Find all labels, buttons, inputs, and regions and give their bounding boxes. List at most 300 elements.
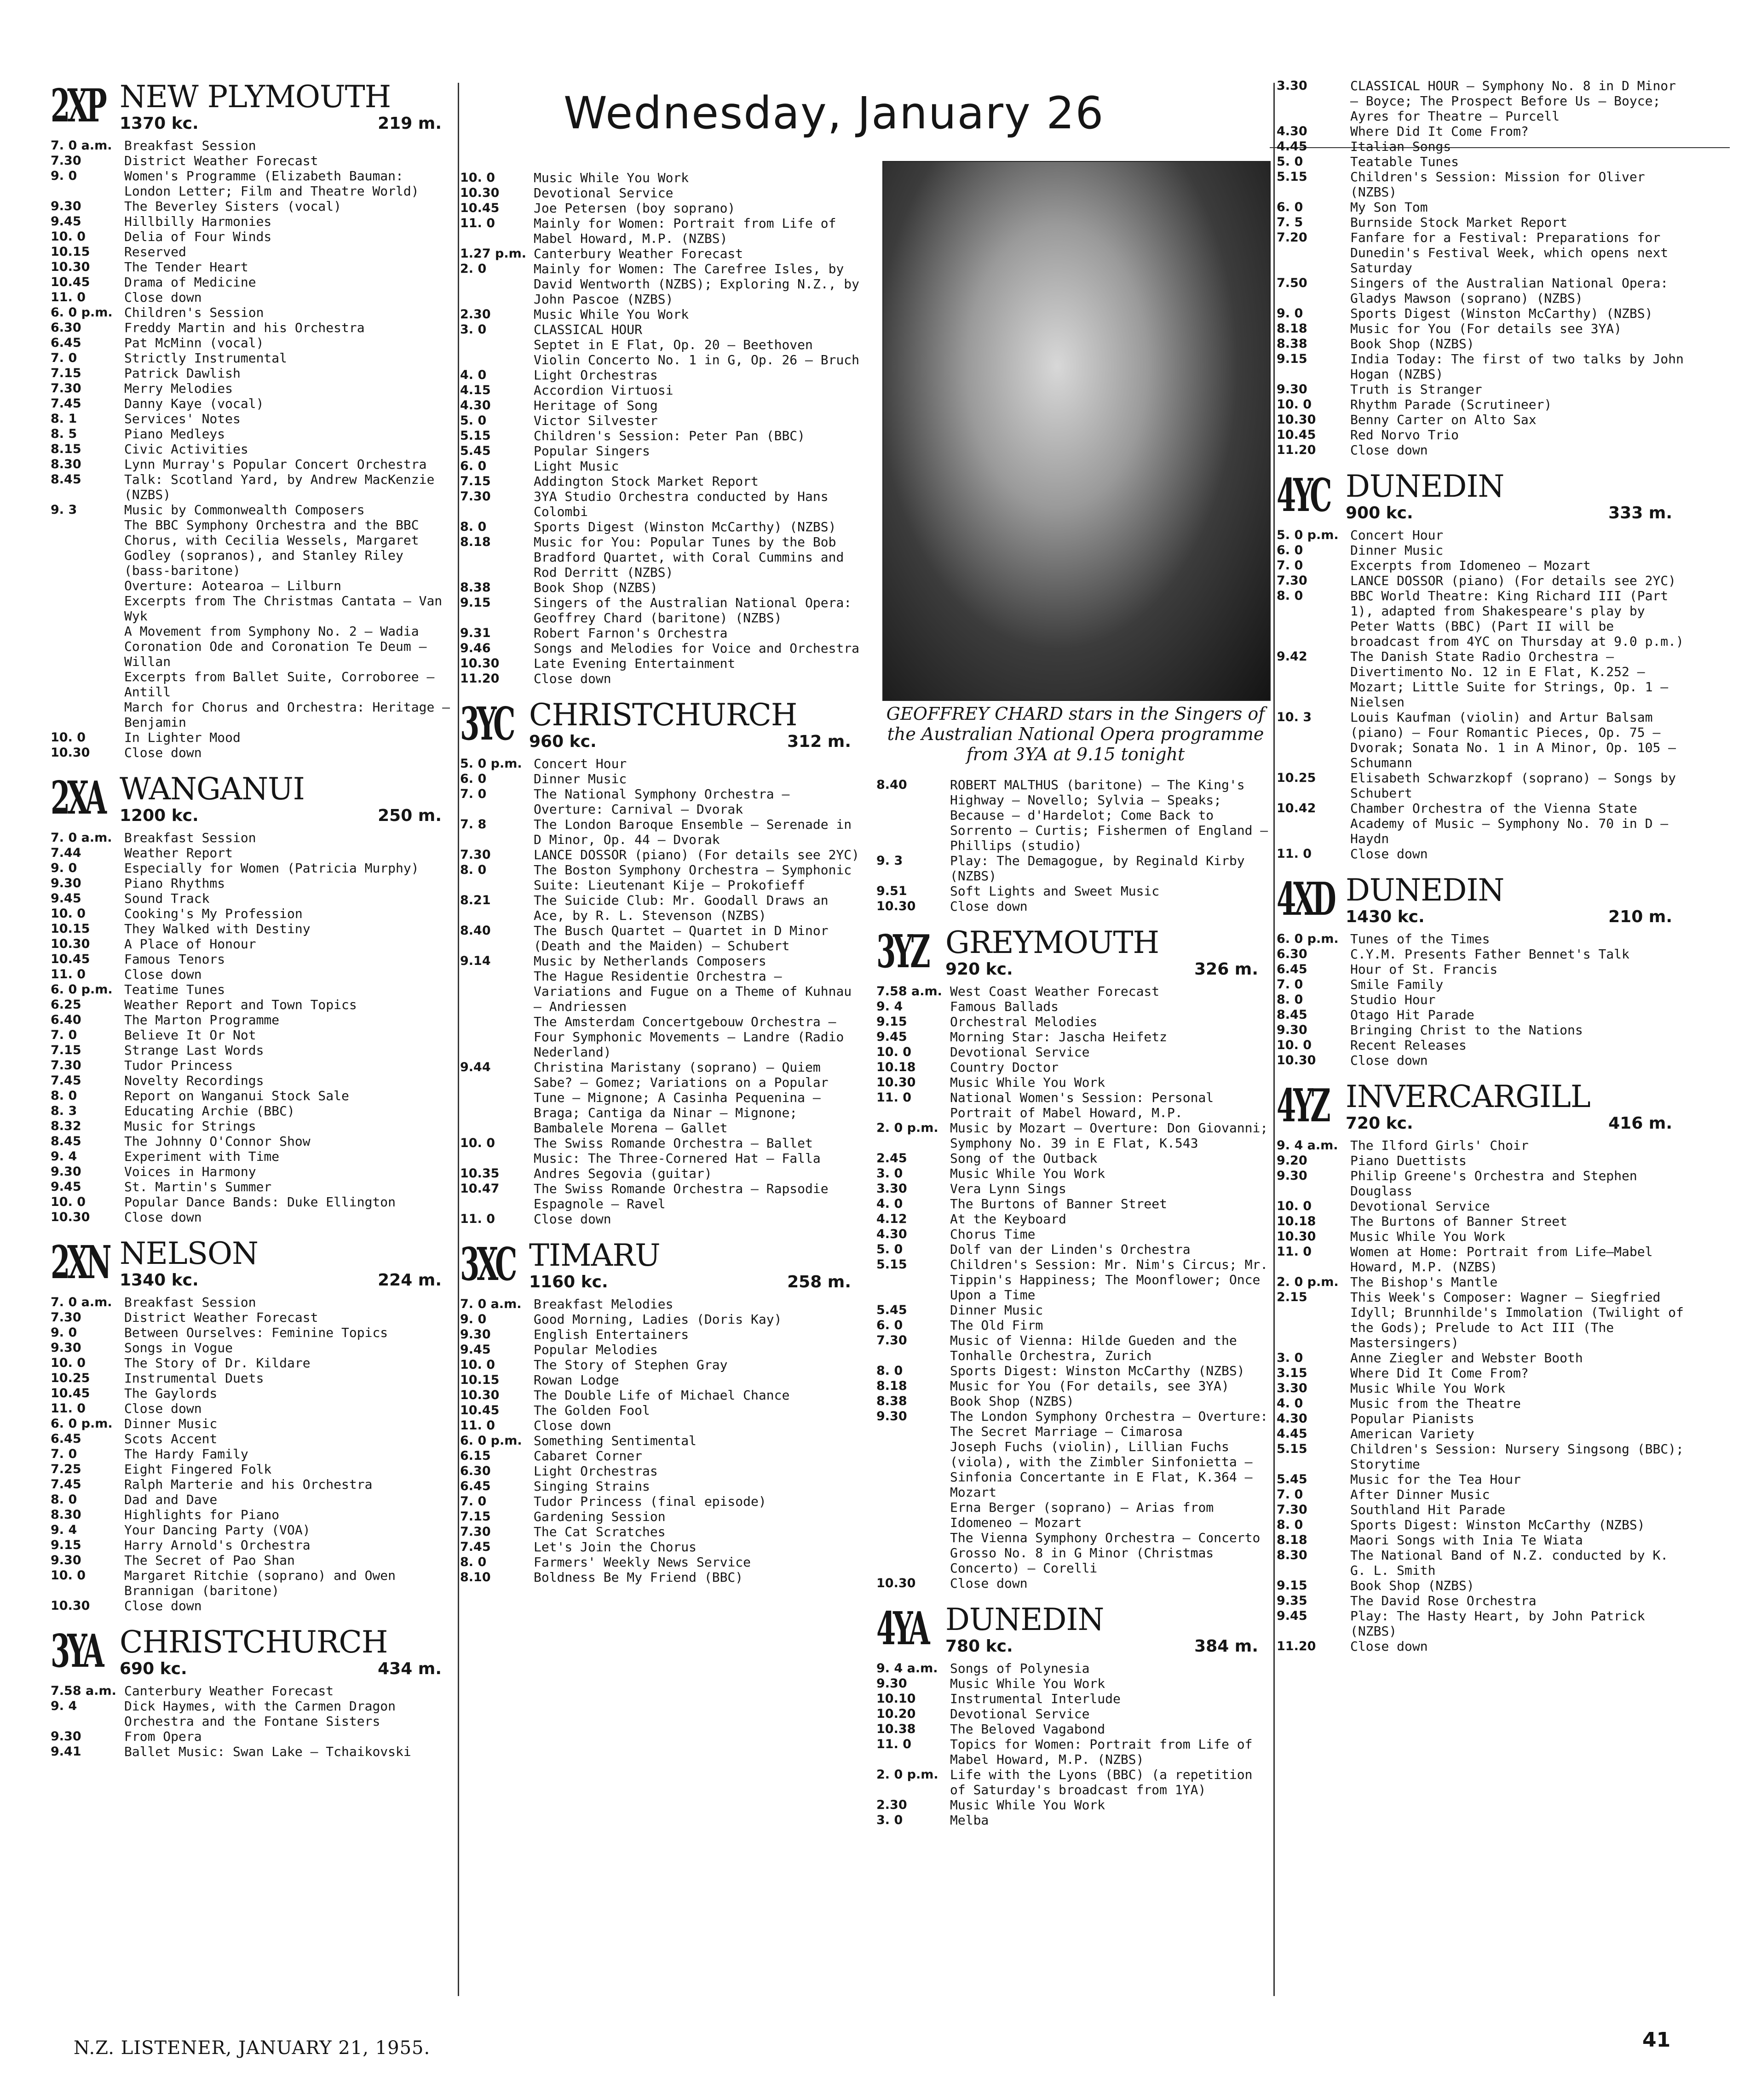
- programme-row: [51, 1462, 455, 1477]
- programme-row: [876, 1318, 1272, 1333]
- programme-time: 8. 0: [876, 1364, 903, 1378]
- station-header: [1277, 1078, 1686, 1133]
- programme-row: [1277, 1229, 1686, 1244]
- programme-row: [51, 1012, 455, 1027]
- programme-row: [51, 1027, 455, 1043]
- column-2: [460, 170, 865, 1964]
- programme-row: [1277, 78, 1686, 124]
- programme-title: Close down: [124, 1401, 202, 1416]
- programme-title: Novelty Recordings: [124, 1073, 264, 1088]
- programme-row: [460, 246, 865, 261]
- programme-title: Sports Digest (Winston McCarthy) (NZBS): [534, 519, 836, 534]
- programme-time: 6.45: [460, 1479, 491, 1493]
- programme-time: 9.35: [1277, 1594, 1307, 1608]
- page-number: 41: [1642, 2028, 1671, 2052]
- programme-title: American Variety: [1350, 1426, 1474, 1441]
- station-block: [460, 696, 865, 1227]
- programme-title: Topics for Women: Portrait from Life of Mabel Howard, M.P. (NZBS): [950, 1737, 1253, 1767]
- programme-title: Dinner Music: [124, 1416, 218, 1431]
- programme-title: National Women's Session: Personal Portrait of Mabel Howard, M.P.: [950, 1090, 1214, 1120]
- programme-time: 8.18: [1277, 1533, 1307, 1547]
- programme-title: Tudor Princess: [124, 1058, 233, 1073]
- programme-title: Mainly for Women: The Carefree Isles, by David Wentworth (NZBS); Exploring N.Z., by John Pascoe (NZBS): [534, 261, 860, 307]
- programme-time: 2.15: [1277, 1290, 1307, 1304]
- programme-time: 7.50: [1277, 276, 1307, 290]
- programme-row: [51, 457, 455, 472]
- programme-time: 9.45: [460, 1343, 491, 1357]
- programme-title: C.Y.M. Presents Father Bennet's Talk: [1350, 947, 1629, 962]
- programme-time: 5.15: [1277, 170, 1307, 184]
- programme-time: 4.30: [876, 1227, 907, 1241]
- programme-title: The Secret of Pao Shan: [124, 1553, 295, 1568]
- programme-row: [51, 997, 455, 1012]
- station-block: [876, 924, 1272, 1591]
- programme-row: [876, 1797, 1272, 1813]
- station-wavelength: 210 m.: [1608, 907, 1672, 926]
- programme-row: [1277, 1639, 1686, 1654]
- station-frequency: 720 kc.: [1346, 1114, 1413, 1133]
- programme-row: [51, 1310, 455, 1325]
- station-header: [1277, 872, 1686, 927]
- programme-time: 6.30: [1277, 947, 1307, 961]
- programme-time: 9. 3: [876, 854, 903, 868]
- programme-title: Dinner Music: [534, 771, 627, 786]
- programme-title: Close down: [124, 1598, 202, 1613]
- station-block: [1277, 872, 1686, 1068]
- programme-row: [51, 366, 455, 381]
- programme-title: Sound Track: [124, 891, 210, 906]
- programme-time: 7.58 a.m.: [51, 1684, 116, 1698]
- programme-time: 10. 0: [51, 1356, 86, 1370]
- programme-row: [460, 1555, 865, 1570]
- programme-time: 9.30: [1277, 382, 1307, 396]
- programme-time: 8.30: [51, 1508, 81, 1522]
- programme-title: Children's Session: [124, 305, 264, 320]
- programme-title: The London Symphony Orchestra — Overture: The Secret Marriage — Cimarosa: [950, 1409, 1268, 1439]
- programme-title: Harry Arnold's Orchestra: [124, 1538, 311, 1553]
- programme-title: District Weather Forecast: [124, 153, 318, 168]
- station-block: [51, 78, 455, 760]
- programme-title: Singers of the Australian National Opera: Geoffrey Chard (baritone) (NZBS): [534, 595, 852, 625]
- programme-time: 9. 0: [460, 1312, 487, 1326]
- programme-time: 10. 0: [51, 907, 86, 921]
- programme-row: [460, 1342, 865, 1357]
- programme-title: Singers of the Australian National Opera: Gladys Mawson (soprano) (NZBS): [1350, 275, 1669, 306]
- programme-title: The Beloved Vagabond: [950, 1721, 1105, 1737]
- programme-title: Voices in Harmony: [124, 1164, 256, 1179]
- programme-title: LANCE DOSSOR (piano) (For details see 2YC): [1350, 573, 1676, 588]
- programme-title: Excerpts from Idomeneo — Mozart: [1350, 558, 1591, 573]
- programme-time: 6.15: [460, 1449, 491, 1463]
- programme-title: Breakfast Session: [124, 830, 256, 845]
- programme-time: 10.45: [460, 1403, 500, 1417]
- programme-time: 9. 0: [51, 861, 77, 875]
- programme-row: [460, 625, 865, 641]
- programme-row: [51, 199, 455, 214]
- programme-row: [1277, 1168, 1686, 1199]
- programme-time: 6.30: [460, 1464, 491, 1478]
- programme-time: 5. 0 p.m.: [460, 757, 522, 771]
- programme-row: [876, 1060, 1272, 1075]
- programme-time: 10.30: [460, 1388, 500, 1402]
- programme-row: [1277, 1290, 1686, 1350]
- programme-row: [460, 817, 865, 847]
- station-header: [51, 78, 455, 133]
- programme-title: Close down: [124, 290, 202, 305]
- programme-row: [51, 745, 455, 760]
- programme-row: [51, 936, 455, 952]
- column-1: [51, 78, 455, 2010]
- programme-row: [51, 730, 455, 745]
- programme-title: Weather Report and Town Topics: [124, 997, 357, 1012]
- programme-time: 1.27 p.m.: [460, 247, 526, 261]
- programme-time: 10. 3: [1277, 710, 1312, 724]
- programme-time: 7.45: [51, 1477, 81, 1492]
- programme-row: [460, 1570, 865, 1585]
- programme-title: Dinner Music: [1350, 543, 1444, 558]
- programme-time: 2. 0 p.m.: [876, 1767, 938, 1782]
- station-code: 4YC: [1277, 469, 1330, 522]
- programme-row: [876, 1409, 1272, 1439]
- programme-row: [1277, 977, 1686, 992]
- programme-row: [1277, 1007, 1686, 1022]
- station-continuation: [460, 170, 865, 686]
- programme-time: 6.30: [51, 321, 81, 335]
- programme-row: [51, 1446, 455, 1462]
- station-code: 4XD: [1277, 873, 1334, 926]
- page-headline: Wednesday, January 26: [564, 87, 1105, 139]
- programme-time: 6.45: [51, 336, 81, 350]
- programme-time: 10. 0: [51, 1568, 86, 1583]
- programme-title: Music While You Work: [534, 170, 689, 185]
- programme-title: Close down: [124, 967, 202, 982]
- programme-row: [51, 1492, 455, 1507]
- programme-row: [876, 1813, 1272, 1828]
- station-wavelength: 224 m.: [378, 1271, 442, 1290]
- programme-title: Dad and Dave: [124, 1492, 218, 1507]
- programme-row: [1277, 1426, 1686, 1441]
- programme-time: 6. 0 p.m.: [51, 305, 113, 320]
- programme-time: [876, 1500, 950, 1530]
- programme-time: 7.45: [460, 1540, 491, 1554]
- programme-time: 7.58 a.m.: [876, 984, 942, 998]
- programme-time: 7.30: [1277, 574, 1307, 588]
- station-header: [51, 1624, 455, 1679]
- station-wavelength: 258 m.: [787, 1273, 851, 1291]
- programme-row: [1277, 1411, 1686, 1426]
- programme-time: [51, 669, 124, 700]
- programme-row: [51, 350, 455, 366]
- programme-time: 5. 0 p.m.: [1277, 528, 1339, 542]
- programme-title: The Double Life of Michael Chance: [534, 1388, 790, 1403]
- programme-time: 11. 0: [876, 1737, 912, 1751]
- programme-title: Music for the Tea Hour: [1350, 1472, 1521, 1487]
- programme-time: 9.15: [1277, 352, 1307, 366]
- programme-title: Close down: [124, 745, 202, 760]
- programme-row: [51, 1194, 455, 1210]
- programme-row: [51, 639, 455, 669]
- programme-time: 9.30: [876, 1676, 907, 1691]
- programme-time: 4.30: [1277, 124, 1307, 138]
- programme-time: 9.20: [1277, 1153, 1307, 1168]
- programme-title: Strictly Instrumental: [124, 350, 288, 366]
- programme-row: [1277, 124, 1686, 139]
- programme-title: Farmers' Weekly News Service: [534, 1555, 751, 1570]
- programme-row: [1277, 306, 1686, 321]
- programme-row: [876, 1767, 1272, 1797]
- programme-title: Erna Berger (soprano) — Arias from Idomeneo — Mozart: [950, 1500, 1214, 1530]
- programme-row: [460, 580, 865, 595]
- programme-time: 9. 4 a.m.: [876, 1661, 938, 1675]
- station-city: NEW PLYMOUTH: [120, 79, 391, 115]
- programme-row: [460, 1448, 865, 1463]
- station-wavelength: 326 m.: [1194, 960, 1258, 979]
- programme-time: 7. 0: [1277, 558, 1303, 573]
- programme-row: [51, 1058, 455, 1073]
- programme-time: 9.15: [460, 596, 491, 610]
- programme-title: The Old Firm: [950, 1318, 1043, 1333]
- programme-row: [51, 1073, 455, 1088]
- programme-row: [876, 1706, 1272, 1721]
- programme-title: Close down: [124, 1210, 202, 1225]
- programme-time: 8. 3: [51, 1104, 77, 1118]
- programme-time: 7. 0 a.m.: [51, 138, 112, 153]
- programme-title: Music While You Work: [950, 1797, 1105, 1813]
- programme-time: 10.30: [1277, 1053, 1316, 1067]
- programme-title: Children's Session: Nursery Singsong (BBC); Storytime: [1350, 1441, 1684, 1472]
- programme-time: 9.30: [51, 1165, 81, 1179]
- programme-time: 8.10: [460, 1570, 491, 1584]
- programme-title: Red Norvo Trio: [1350, 427, 1459, 442]
- programme-row: [460, 428, 865, 443]
- programme-title: Popular Dance Bands: Duke Ellington: [124, 1194, 396, 1210]
- programme-row: [51, 1416, 455, 1431]
- programme-time: 8.45: [51, 1134, 81, 1148]
- programme-title: Civic Activities: [124, 442, 248, 457]
- column-rule: [1273, 83, 1275, 1996]
- programme-time: 9.44: [460, 1060, 491, 1074]
- programme-row: [51, 1149, 455, 1164]
- station-header: [460, 1237, 865, 1292]
- programme-row: [1277, 1396, 1686, 1411]
- programme-title: Your Dancing Party (VOA): [124, 1522, 311, 1538]
- station-frequency: 690 kc.: [120, 1659, 187, 1678]
- programme-row: [51, 1598, 455, 1613]
- programme-time: 5. 0: [460, 413, 487, 428]
- station-city: CHRISTCHURCH: [120, 1624, 388, 1660]
- programme-title: Between Ourselves: Feminine Topics: [124, 1325, 388, 1340]
- programme-title: Lynn Murray's Popular Concert Orchestra: [124, 457, 427, 472]
- station-block: [51, 1235, 455, 1613]
- programme-time: 2. 0 p.m.: [876, 1121, 938, 1135]
- programme-title: Tudor Princess (final episode): [534, 1494, 766, 1509]
- station-continuation: [876, 777, 1272, 914]
- programme-time: 9. 0: [1277, 306, 1303, 321]
- programme-time: 9.45: [1277, 1609, 1307, 1623]
- programme-time: 11. 0: [876, 1090, 912, 1105]
- programme-time: 4. 0: [460, 368, 487, 382]
- programme-row: [876, 1721, 1272, 1737]
- programme-row: [51, 320, 455, 335]
- programme-title: Chorus Time: [950, 1227, 1036, 1242]
- programme-row: [460, 489, 865, 519]
- programme-row: [876, 1090, 1272, 1120]
- programme-row: [460, 1166, 865, 1181]
- programme-title: Hillbilly Harmonies: [124, 214, 272, 229]
- station-city: WANGANUI: [120, 771, 305, 807]
- station-code: 2XA: [51, 772, 104, 825]
- programme-title: Breakfast Melodies: [534, 1297, 674, 1312]
- station-block: [51, 1624, 455, 1759]
- programme-time: 4. 0: [876, 1197, 903, 1211]
- programme-title: Smile Family: [1350, 977, 1444, 992]
- programme-title: Devotional Service: [950, 1044, 1090, 1060]
- programme-row: [51, 138, 455, 153]
- programme-time: 8.21: [460, 893, 491, 907]
- programme-title: St. Martin's Summer: [124, 1179, 272, 1194]
- programme-row: [51, 921, 455, 936]
- station-wavelength: 250 m.: [378, 806, 442, 825]
- programme-row: [1277, 427, 1686, 442]
- station-city: INVERCARGILL: [1346, 1079, 1590, 1114]
- programme-title: Vera Lynn Sings: [950, 1181, 1066, 1196]
- programme-time: [51, 578, 124, 593]
- programme-title: The Marton Programme: [124, 1012, 280, 1027]
- programme-title: Ballet Music: Swan Lake — Tchaikovski: [124, 1744, 411, 1759]
- programme-row: [460, 595, 865, 625]
- programme-time: 10.45: [1277, 428, 1316, 442]
- programme-time: 7. 0 a.m.: [51, 1295, 112, 1309]
- programme-title: Concert Hour: [1350, 528, 1444, 543]
- programme-title: Services' Notes: [124, 411, 241, 426]
- programme-title: The London Baroque Ensemble — Serenade in D Minor, Op. 44 — Dvorak: [534, 817, 852, 847]
- programme-title: Songs and Melodies for Voice and Orchestra: [534, 641, 860, 656]
- programme-title: Life with the Lyons (BBC) (a repetition of Saturday's broadcast from 1YA): [950, 1767, 1253, 1797]
- programme-title: Close down: [534, 1211, 611, 1227]
- programme-row: [1277, 139, 1686, 154]
- programme-title: Play: The Demagogue, by Reginald Kirby (NZBS): [950, 853, 1245, 884]
- programme-title: Mainly for Women: Portrait from Life of Mabel Howard, M.P. (NZBS): [534, 216, 836, 246]
- station-block: [51, 770, 455, 1225]
- programme-time: 9.45: [51, 891, 81, 906]
- programme-row: [51, 861, 455, 876]
- programme-time: 8. 0: [1277, 993, 1303, 1007]
- programme-time: 8.40: [876, 778, 907, 792]
- programme-time: [51, 639, 124, 669]
- programme-title: Joseph Fuchs (violin), Lillian Fuchs (viola), with the Zimbler Sinfonietta — Sinfonia Concertante in E Flat, K.364 — Mozart: [950, 1439, 1253, 1500]
- programme-time: 11.20: [1277, 1639, 1316, 1653]
- programme-title: Especially for Women (Patricia Murphy): [124, 861, 419, 876]
- programme-row: [876, 1737, 1272, 1767]
- programme-row: [51, 517, 455, 578]
- programme-time: 10.45: [51, 1386, 90, 1400]
- programme-title: Close down: [1350, 1639, 1428, 1654]
- station-city: TIMARU: [529, 1238, 660, 1273]
- programme-time: 10.45: [51, 952, 90, 966]
- programme-time: 6. 0: [1277, 543, 1303, 557]
- programme-row: [876, 884, 1272, 899]
- programme-title: Strange Last Words: [124, 1043, 264, 1058]
- programme-time: 7.25: [51, 1462, 81, 1476]
- programme-time: 10.20: [876, 1707, 916, 1721]
- programme-title: Patrick Dawlish: [124, 366, 241, 381]
- programme-title: Danny Kaye (vocal): [124, 396, 264, 411]
- programme-time: 11. 0: [51, 1401, 86, 1416]
- programme-time: 10. 0: [51, 230, 86, 244]
- programme-time: 4. 0: [1277, 1396, 1303, 1411]
- programme-title: The Suicide Club: Mr. Goodall Draws an Ace, by R. L. Stevenson (NZBS): [534, 893, 829, 923]
- programme-row: [876, 1661, 1272, 1676]
- programme-time: 8.38: [876, 1394, 907, 1408]
- programme-title: Chamber Orchestra of the Vienna State Academy of Music — Symphony No. 70 in D — Haydn: [1350, 801, 1669, 846]
- station-frequency: 1370 kc.: [120, 114, 199, 133]
- programme-row: [51, 502, 455, 517]
- programme-time: 7.30: [460, 1525, 491, 1539]
- programme-row: [876, 999, 1272, 1014]
- station-frequency: 960 kc.: [529, 732, 597, 751]
- programme-row: [51, 1119, 455, 1134]
- programme-row: [460, 337, 865, 352]
- programme-title: Talk: Scotland Yard, by Andrew MacKenzie (NZBS): [124, 472, 435, 502]
- programme-time: 3.30: [1277, 79, 1307, 93]
- programme-title: Canterbury Weather Forecast: [534, 246, 743, 261]
- programme-row: [51, 153, 455, 168]
- programme-time: 8. 0: [1277, 1518, 1303, 1532]
- programme-time: 6. 0 p.m.: [1277, 932, 1339, 946]
- programme-row: [460, 641, 865, 656]
- programme-time: 9. 4: [51, 1149, 77, 1164]
- programme-title: India Today: The first of two talks by John Hogan (NZBS): [1350, 351, 1684, 382]
- programme-title: Tunes of the Times: [1350, 931, 1490, 947]
- programme-time: 10.47: [460, 1182, 500, 1196]
- programme-row: [51, 1386, 455, 1401]
- programme-title: After Dinner Music: [1350, 1487, 1490, 1502]
- programme-title: The Cat Scratches: [534, 1524, 666, 1539]
- programme-title: Concert Hour: [534, 756, 627, 771]
- programme-time: 6. 0 p.m.: [460, 1434, 522, 1448]
- programme-title: Sports Digest: Winston McCarthy (NZBS): [1350, 1517, 1645, 1532]
- programme-row: [876, 1014, 1272, 1029]
- programme-title: The Burtons of Banner Street: [1350, 1214, 1568, 1229]
- programme-title: Music by Netherlands Composers: [534, 953, 766, 969]
- station-header: [51, 770, 455, 826]
- programme-title: This Week's Composer: Wagner — Siegfried Idyll; Brunnhilde's Immolation (Twilight of the Gods); Prelude to Act III (The Mastersingers): [1350, 1290, 1684, 1350]
- programme-row: [1277, 1532, 1686, 1548]
- programme-row: [1277, 931, 1686, 947]
- programme-title: Close down: [950, 1576, 1028, 1591]
- programme-title: The Ilford Girls' Choir: [1350, 1138, 1529, 1153]
- programme-row: [876, 1363, 1272, 1378]
- station-block: [876, 1601, 1272, 1828]
- programme-row: [460, 367, 865, 383]
- programme-row: [1277, 412, 1686, 427]
- programme-time: 10.30: [51, 746, 90, 760]
- programme-title: Light Music: [534, 459, 619, 474]
- programme-time: 8.45: [51, 472, 81, 487]
- programme-title: Eight Fingered Folk: [124, 1462, 272, 1477]
- programme-row: [1277, 649, 1686, 710]
- programme-title: Italian Songs: [1350, 139, 1451, 154]
- programme-time: 8.45: [1277, 1008, 1307, 1022]
- programme-title: Septet in E Flat, Op. 20 — Beethoven: [534, 337, 813, 352]
- programme-time: 7.30: [460, 489, 491, 504]
- programme-row: [460, 1014, 865, 1060]
- programme-time: 7.15: [460, 474, 491, 488]
- programme-title: Dick Haymes, with the Carmen Dragon Orchestra and the Fontane Sisters: [124, 1698, 396, 1729]
- programme-row: [460, 1463, 865, 1479]
- programme-time: 7. 0: [51, 351, 77, 365]
- programme-title: Sports Digest (Winston McCarthy) (NZBS): [1350, 306, 1653, 321]
